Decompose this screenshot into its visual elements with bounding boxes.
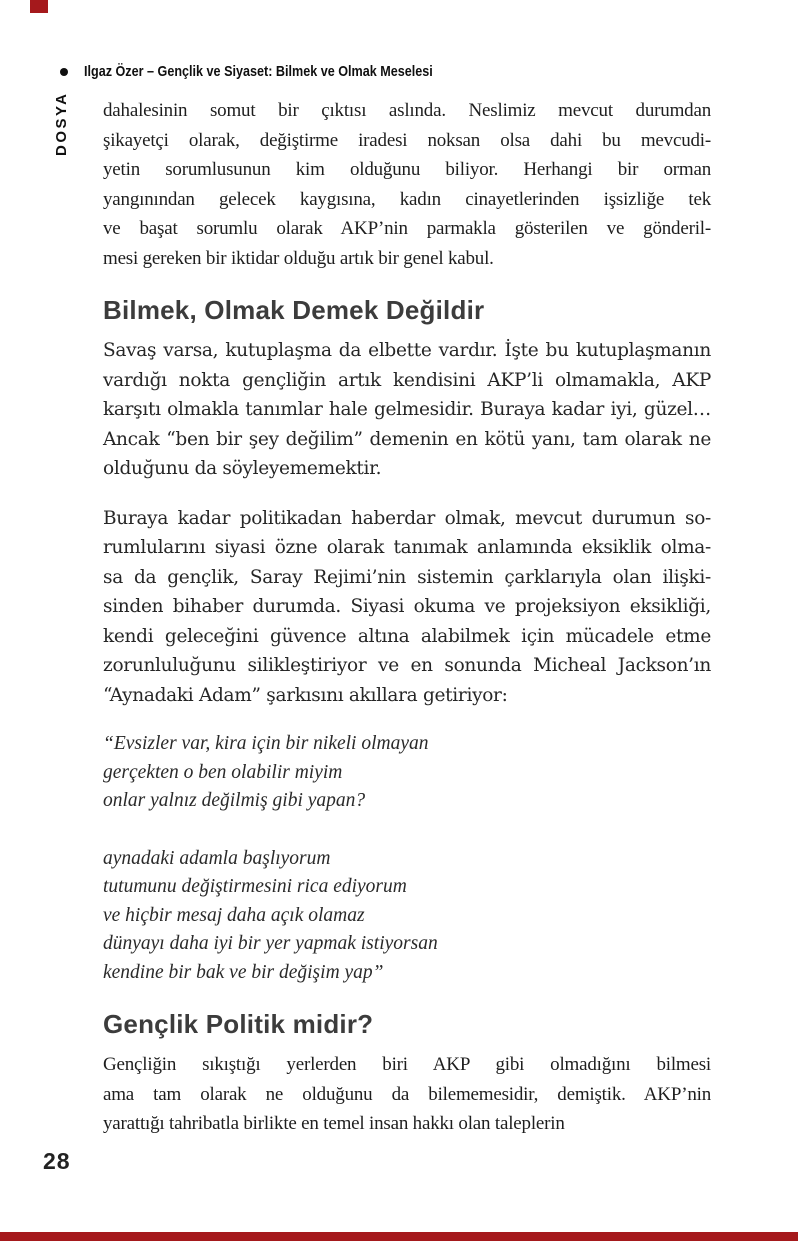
body-paragraph — [103, 1050, 711, 1139]
body-paragraph — [103, 96, 711, 273]
verse-block — [103, 730, 711, 816]
section-heading: Gençlik Politik midir? — [103, 1009, 374, 1039]
text-line: Buraya kadar politikadan haberdar olmak, mevcut durumun so- — [103, 507, 711, 529]
text-line: ve hiçbir mesaj daha açık olamaz — [103, 904, 365, 926]
text-line: dahalesinin somut bir çıktısı aslında. Neslimiz mevcut durumdan — [103, 100, 711, 121]
text-line: sa da gençlik, Saray Rejimi’nin sistemin çarklarıyla olan ilişki- — [103, 566, 711, 588]
text-line: dünyayı daha iyi bir yer yapmak istiyorsan — [103, 933, 438, 954]
text-line: olduğunu da söyleyememektir. — [103, 458, 382, 479]
body-paragraph — [103, 504, 711, 711]
section-color-tab — [30, 0, 48, 13]
text-line: yarattığı tahribatla birlikte en temel insan hakkı olan taleplerin — [103, 1113, 565, 1134]
bullet-icon — [60, 68, 68, 76]
text-line: ve başat sorumlu olarak AKP’nin parmakla gösterilen ve gönderil- — [103, 218, 711, 239]
verse-block — [103, 845, 711, 988]
page-number: 28 — [43, 1148, 71, 1174]
text-line: mesi gereken bir iktidar olduğu artık bir genel kabul. — [103, 247, 494, 269]
section-heading: Bilmek, Olmak Demek Değildir — [103, 295, 485, 325]
text-line: sinden bihaber durumda. Siyasi okuma ve projeksiyon eksikliği, — [103, 596, 711, 617]
text-line: “Evsizler var, kira için bir nikeli olmayan — [103, 733, 429, 754]
running-header — [60, 63, 499, 80]
article-body — [103, 96, 711, 1159]
text-line: tutumunu değiştirmesini rica ediyorum — [103, 876, 407, 897]
text-line: Gençliğin sıkıştığı yerlerden biri AKP gibi olmadığını bilmesi — [103, 1054, 711, 1075]
text-line: “Aynadaki Adam” şarkısını akıllara getiriyor: — [103, 684, 508, 706]
text-line: karşıtı olmakla tanımlar hale gelmesidir. Buraya kadar iyi, güzel… — [103, 399, 711, 420]
text-line: ama tam olarak ne olduğunu da bilememesidir, demiştik. AKP’nin — [103, 1083, 711, 1105]
text-line: Ancak “ben bir şey değilim” demenin en kötü yanı, tam olarak ne — [103, 428, 711, 450]
text-line: kendine bir bak ve bir değişim yap” — [103, 961, 384, 983]
text-line: şikayetçi olarak, değiştirme iradesi noksan olsa dahi bu mevcudi- — [103, 129, 711, 151]
running-header-title: Ilgaz Özer – Gençlik ve Siyaset: Bilmek ve Olmak Meselesi — [84, 63, 433, 80]
text-line: kendi geleceğini güvence altına alabilmek için mücadele etme — [103, 625, 711, 647]
text-line: onlar yalnız değilmiş gibi yapan? — [103, 790, 366, 811]
text-line: yetin sorumlusunun kim olduğunu biliyor. Herhangi bir orman — [103, 159, 711, 180]
text-line: rumlularını siyasi özne olarak tanımak anlamında eksiklik olma- — [103, 537, 711, 558]
section-label-vertical: DOSYA — [53, 91, 70, 156]
text-line: aynadaki adamla başlıyorum — [103, 847, 331, 869]
text-line: gerçekten o ben olabilir miyim — [103, 761, 343, 783]
text-line: yangınından gelecek kaygısına, kadın cinayetlerinden işsizliğe tek — [103, 188, 711, 210]
text-line: zorunluluğunu silikleştiriyor ve en sonunda Micheal Jackson’ın — [103, 655, 711, 676]
text-line: Savaş varsa, kutuplaşma da elbette vardır. İşte bu kutuplaşmanın — [103, 340, 711, 361]
body-paragraph — [103, 336, 711, 484]
text-line: vardığı nokta gençliğin artık kendisini AKP’li olmamakla, AKP — [103, 369, 711, 391]
footer-color-strip — [0, 1232, 798, 1241]
